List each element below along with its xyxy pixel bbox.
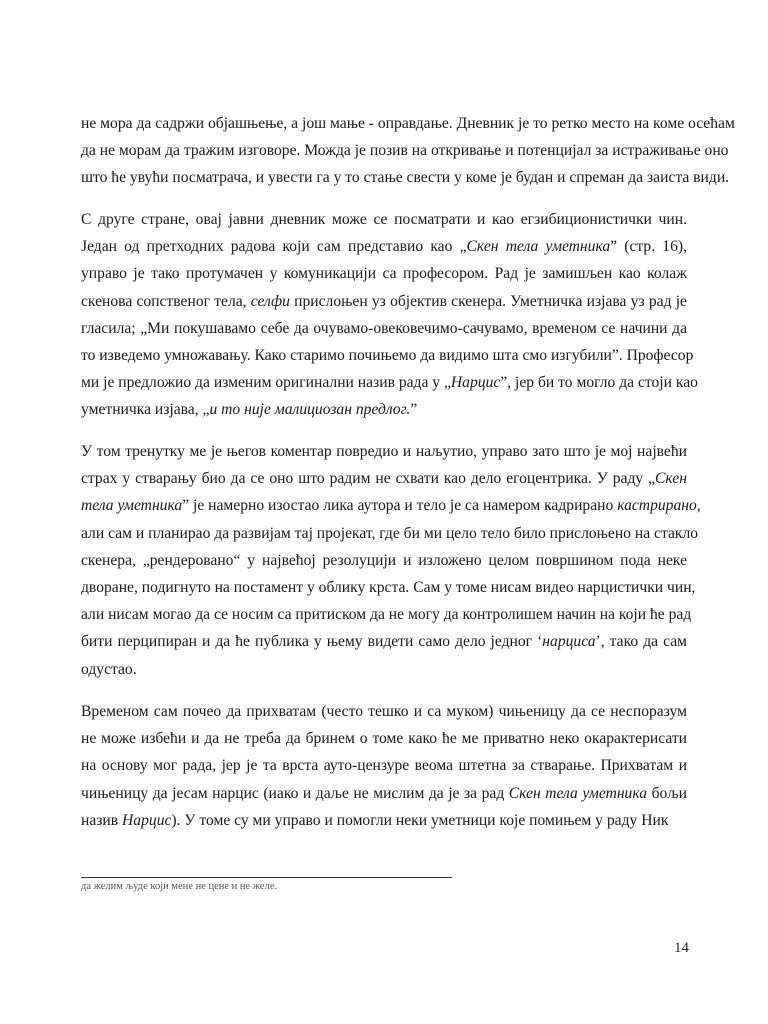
text-line xyxy=(81,725,687,752)
text-segment: гласила; „Ми покушавамо себе да очувамо-овековечимо-сачувамо, временом се начини да xyxy=(81,319,687,337)
italic-text: Нарцис xyxy=(450,374,501,392)
text-line xyxy=(81,628,687,655)
text-line xyxy=(81,110,735,137)
text-line xyxy=(81,807,687,834)
text-line xyxy=(81,698,687,725)
text-segment: али нисам могао да се носим са притиском да не могу да контролишем начин на који ће рад xyxy=(81,606,692,624)
text-line xyxy=(81,164,730,191)
paragraph-3 xyxy=(81,438,701,683)
italic-text: селфи xyxy=(250,292,290,310)
footnote-text: да желим људе који мене не цене и не желе. xyxy=(81,881,278,892)
text-segment: назив xyxy=(81,811,123,829)
text-line xyxy=(81,492,701,519)
text-segment: ми је предложио да изменим оригинални назив рада у „ xyxy=(81,374,451,392)
paragraph-4 xyxy=(81,698,687,834)
text-line xyxy=(81,438,687,465)
italic-text: нарциса xyxy=(542,633,596,651)
text-line xyxy=(81,656,687,683)
text-segment: Један од претходних радова који сам представио као „ xyxy=(81,238,467,256)
text-segment: то изведемо умножавању. Како старимо почињемо да видимо шта смо изгубили”. Професор xyxy=(81,347,694,365)
text-segment: Временом сам почео да прихватам (често тешко и са муком) чињеницу да се неспоразум xyxy=(81,703,687,720)
text-line xyxy=(81,574,696,601)
text-segment: ” је намерно изостао лика аутора и тело је са намером кадрирано xyxy=(182,497,618,515)
text-segment: али сам и планирао да развијам тај пројекат, где би ми цело тело било прислоњено на стакло xyxy=(81,524,699,542)
italic-text: Нарцис xyxy=(122,811,172,829)
text-segment: не мора да садржи објашњење, а још мање - оправдање. Дневник је то ретко место на коме осећам xyxy=(81,115,735,132)
italic-text: тела уметника xyxy=(81,497,183,515)
text-line xyxy=(81,288,687,315)
italic-text: кастрирано, xyxy=(617,497,701,515)
text-line xyxy=(81,206,687,233)
text-segment: ). У томе су ми управо и помогли неки уметници које помињем у раду Ник xyxy=(171,811,669,829)
text-segment: ” (стр. 16), xyxy=(610,238,687,256)
text-segment: што ће увући посматрача, и увести га у то стање свести у коме је будан и спреман да заиста види. xyxy=(81,169,730,187)
italic-text: Скен xyxy=(655,470,687,488)
text-line xyxy=(81,601,692,628)
text-segment: ” xyxy=(410,401,418,419)
text-line xyxy=(81,233,687,260)
text-line xyxy=(81,137,729,164)
text-line xyxy=(81,520,699,547)
text-segment: У том тренутку ме је његов коментар повредио и наљутио, управо зато што је мој највећи xyxy=(81,443,687,460)
text-line xyxy=(81,315,687,342)
text-segment: страх у стварању био да се оно што радим не схвати као дело егоцентрика. У раду „ xyxy=(81,470,656,488)
text-segment: чињеницу да јесам нарцис (иако и даље не мислим да је за рад xyxy=(81,784,509,802)
text-segment: одустао. xyxy=(81,660,137,678)
paragraph-1 xyxy=(81,110,735,192)
text-segment: да не морам да тражим изговоре. Можда је позив на откривање и потенцијал за истраживање оно xyxy=(81,142,729,160)
text-segment: бољи xyxy=(647,784,687,802)
text-line xyxy=(81,465,687,492)
text-line xyxy=(81,342,694,369)
text-line xyxy=(81,396,687,423)
text-segment: бити перципиран и да ће публика у њему видети само дело једног ‘ xyxy=(81,633,543,651)
italic-text: Скен тела уметника xyxy=(466,238,611,256)
text-segment: уметничка изјава, „ xyxy=(81,401,210,419)
text-segment: дворане, подигнуто на постамент у облику крста. Сам у томе нисам видео нарцистички чин, xyxy=(81,579,696,597)
text-line xyxy=(81,547,687,574)
page-number: 14 xyxy=(674,940,689,956)
text-segment: С друге стране, овај јавни дневник може се посматрати и као егзибиционистички чин. xyxy=(81,211,687,228)
text-line xyxy=(81,780,687,807)
text-line xyxy=(81,752,687,779)
text-segment: скенера, „рендеровано“ у највећој резолуцији и изложено целом површином пода неке xyxy=(81,551,687,569)
text-line xyxy=(81,260,687,287)
text-segment: управо је тако протумачен у комуникацији са професором. Рад је замишљен као колаж xyxy=(81,265,687,283)
footnote-separator xyxy=(81,877,452,878)
text-segment: ”, јер би то могло да стоји као xyxy=(500,374,698,392)
text-segment: не може избећи и да не треба да бринем о томе како ће ме приватно неко окарактерисати xyxy=(81,730,687,748)
text-segment: на основу мог рада, јер је та врста ауто-цензуре веома штетна за стварање. Прихватам и xyxy=(81,757,687,775)
text-segment: скенова сопственог тела, xyxy=(81,292,251,310)
italic-text: и то није малициозан предлог. xyxy=(209,401,411,419)
text-segment: прислоњен уз објектив скенера. Уметничка изјава уз рад је xyxy=(289,292,687,310)
text-segment: ’, тако да сам xyxy=(595,633,687,651)
paragraph-2 xyxy=(81,206,698,424)
italic-text: Скен тела уметника xyxy=(508,784,648,802)
text-line xyxy=(81,369,698,396)
